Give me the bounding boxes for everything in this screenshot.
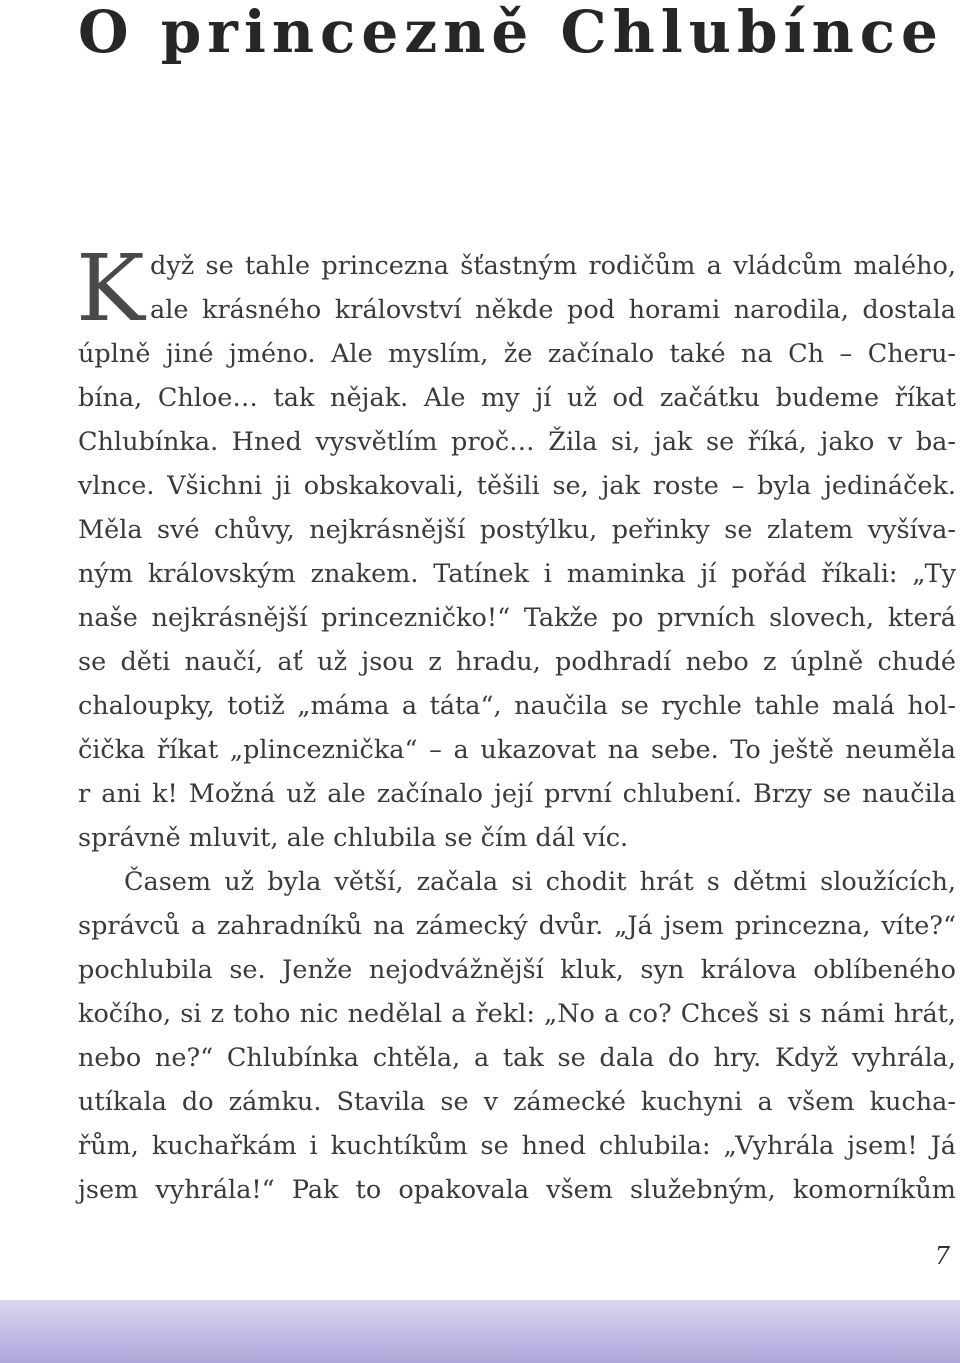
text-line: Měla své chůvy, nejkrásnější postýlku, peřinky se zlatem vyšíva-	[78, 515, 956, 545]
text-line: r ani k! Možná už ale začínalo její první chlubení. Brzy se naučila	[78, 779, 956, 809]
text-line: ným královským znakem. Tatínek i maminka jí pořád říkali: „Ty	[78, 559, 956, 589]
text-line: vlnce. Všichni ji obskakovali, těšili se, jak roste – byla jedináček.	[78, 471, 956, 501]
drop-cap: K	[76, 235, 145, 342]
text-line: utíkala do zámku. Stavila se v zámecké kuchyni a všem kucha-	[78, 1087, 956, 1117]
text-line: řům, kuchařkám i kuchtíkům se hned chlubila: „Vyhrála jsem! Já	[78, 1131, 956, 1161]
chapter-title: O princezně Chlubínce	[78, 0, 944, 66]
text-line: jsem vyhrála!“ Pak to opakovala všem služebným, komorníkům	[78, 1175, 956, 1205]
text-line: kočího, si z toho nic nedělal a řekl: „No a co? Chceš si s námi hrát,	[78, 999, 956, 1029]
text-line: správně mluvit, ale chlubila se čím dál víc.	[78, 823, 629, 853]
text-line: Chlubínka. Hned vysvětlím proč… Žila si, jak se říká, jako v ba-	[78, 427, 956, 457]
text-line: naše nejkrásnější princezničko!“ Takže po prvních slovech, která	[78, 603, 956, 633]
text-line: nebo ne?“ Chlubínka chtěla, a tak se dala do hry. Když vyhrála,	[78, 1043, 956, 1073]
text-line: bína, Chloe… tak nějak. Ale my jí už od začátku budeme říkat	[78, 383, 956, 413]
text-line: se děti naučí, ať už jsou z hradu, podhradí nebo z úplně chudé	[78, 647, 956, 677]
text-line: čička říkat „plinceznička“ – a ukazovat na sebe. To ještě neuměla	[78, 735, 956, 765]
text-line: ale krásného království někde pod horami narodila, dostala	[150, 295, 956, 325]
text-line: chaloupky, totiž „máma a táta“, naučila se rychle tahle malá hol-	[78, 691, 956, 721]
text-line: správců a zahradníků na zámecký dvůr. „Já jsem princezna, víte?“	[78, 911, 956, 941]
text-line: dyž se tahle princezna šťastným rodičům a vládcům malého,	[150, 251, 956, 281]
text-line: úplně jiné jméno. Ale myslím, že začínalo také na Ch – Cheru-	[78, 339, 956, 369]
text-line: Časem už byla větší, začala si chodit hrát s dětmi sloužících,	[124, 867, 956, 897]
page-number: 7	[934, 1242, 950, 1270]
footer-band	[0, 1300, 960, 1363]
text-line: pochlubila se. Jenže nejodvážnější kluk, syn králova oblíbeného	[78, 955, 956, 985]
